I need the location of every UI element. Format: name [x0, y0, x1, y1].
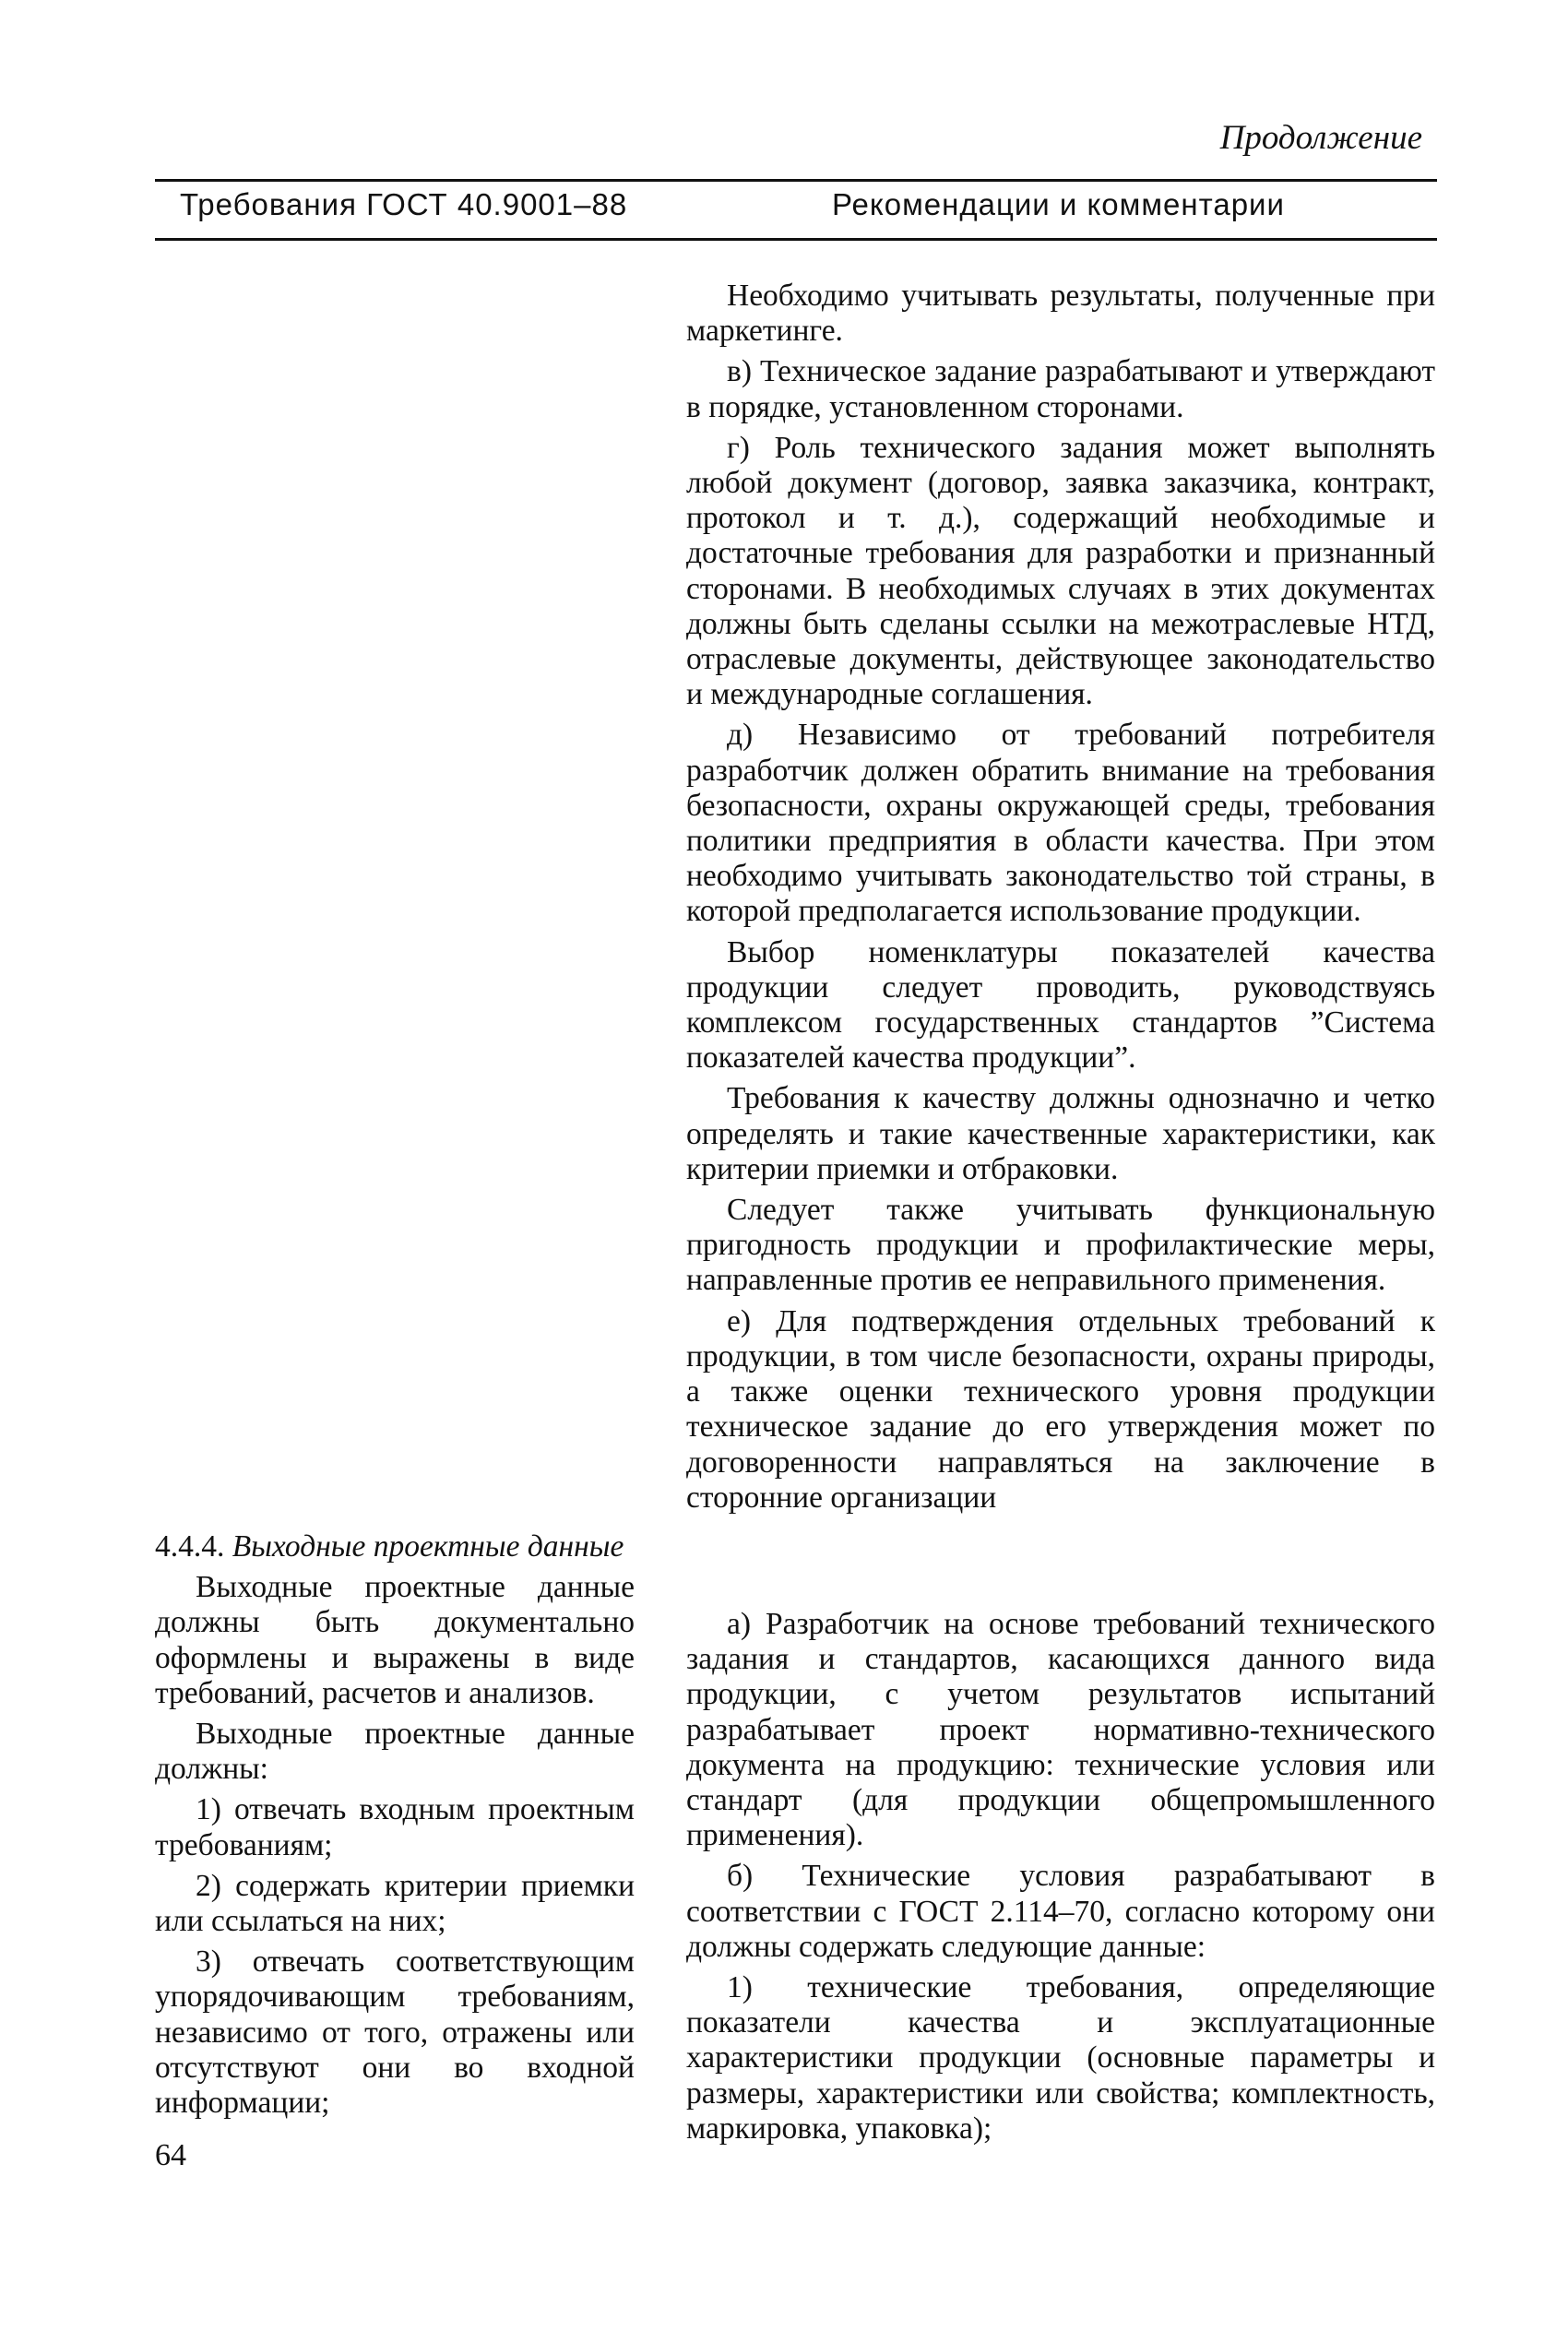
paragraph: Выходные проектные данные должны быть документально оформлены и выражены в виде требований, расчетов и анализов.	[155, 1570, 635, 1710]
paragraph: Следует также учитывать функциональную пригодность продукции и профилактические меры, направленные против ее неправильного применения.	[686, 1193, 1435, 1298]
paragraph: г) Роль технического задания может выполнять любой документ (договор, заявка заказчика, контракт, протокол и т. д.), содержащий необходимые и достаточные требования для разработки и признанный сторонами. В необходимых случаях в этих документах должны быть сделаны ссылки на межотраслевые НТД, отраслевые документы, действующее законодательство и международные соглашения.	[686, 430, 1435, 712]
requirements-section-4-4-4	[155, 1529, 635, 2126]
recommendations-upper-block	[686, 279, 1435, 1521]
list-item: 1) отвечать входным проектным требованиям;	[155, 1792, 635, 1862]
recommendations-lower-block	[686, 1607, 1435, 2152]
list-item: 3) отвечать соответствующим упорядочивающим требованиям, независимо от того, отражены или отсутствуют они во входной информации;	[155, 1944, 635, 2121]
section-heading	[155, 1529, 635, 1564]
paragraph: Необходимо учитывать результаты, полученные при маркетинге.	[686, 279, 1435, 349]
header-bottom-rule	[155, 238, 1437, 241]
paragraph: в) Техническое задание разрабатывают и утверждают в порядке, установленном сторонами.	[686, 354, 1435, 424]
left-column-title: Требования ГОСТ 40.9001–88	[180, 187, 628, 221]
header-top-rule	[155, 179, 1437, 182]
paragraph: д) Независимо от требований потребителя разработчик должен обратить внимание на требования безопасности, охраны окружающей среды, требования политики предприятия в области качества. При этом необходимо учитывать законодательство той страны, в которой предполагается использование продукции.	[686, 718, 1435, 929]
paragraph: е) Для подтверждения отдельных требований к продукции, в том числе безопасности, охраны природы, а также оценки технического уровня продукции техническое задание до его утверждения может по договоренности направляться на заключение в сторонние организации	[686, 1303, 1435, 1515]
section-number: 4.4.4.	[155, 1529, 225, 1564]
list-item: 2) содержать критерии приемки или ссылаться на них;	[155, 1868, 635, 1939]
paragraph: Требования к качеству должны однозначно и четко определять и такие качественные характеристики, как критерии приемки и отбраковки.	[686, 1081, 1435, 1186]
continuation-label: Продолжение	[1219, 119, 1422, 157]
right-column-title: Рекомендации и комментарии	[832, 187, 1285, 221]
paragraph: Выходные проектные данные должны:	[155, 1717, 635, 1787]
list-item: 1) технические требования, определяющие показатели качества и эксплуатационные характеристики продукции (основные параметры и размеры, характеристики или свойства; комплектность, маркировка, упаковка);	[686, 1970, 1435, 2146]
paragraph: б) Технические условия разрабатывают в соответствии с ГОСТ 2.114–70, согласно которому они должны содержать следующие данные:	[686, 1859, 1435, 1964]
page-number: 64	[155, 2138, 186, 2172]
paragraph: Выбор номенклатуры показателей качества продукции следует проводить, руководствуясь комплексом государственных стандартов ”Система показателей качества продукции”.	[686, 934, 1435, 1076]
section-title: Выходные проектные данные	[232, 1529, 624, 1564]
paragraph: а) Разработчик на основе требований технического задания и стандартов, касающихся данного вида продукции, с учетом результатов испытаний разрабатывает проект нормативно-технического документа на продукцию: технические условия или стандарт (для продукции общепромышленного применения).	[686, 1607, 1435, 1853]
